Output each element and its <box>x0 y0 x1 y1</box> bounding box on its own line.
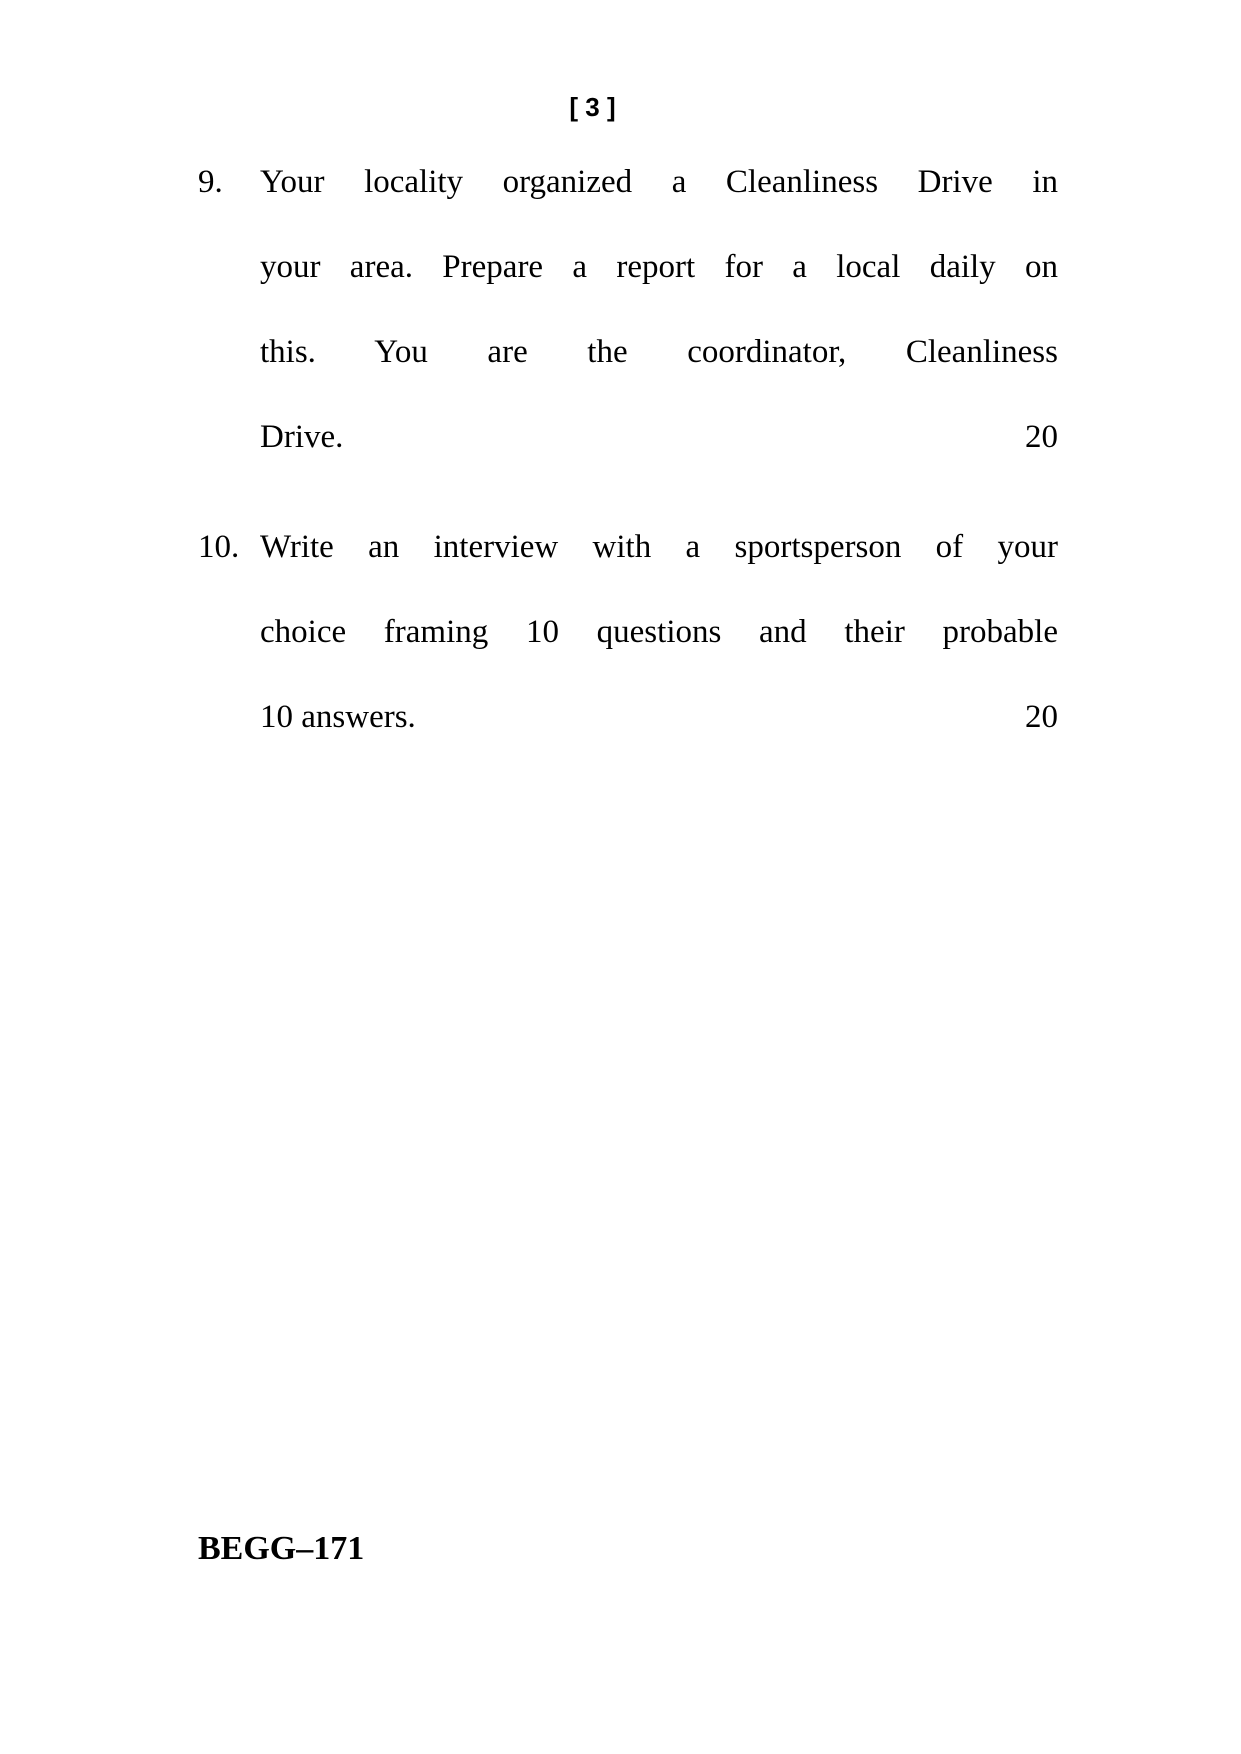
question-9 <box>198 140 1058 480</box>
question-text-line: Your locality organized a Cleanliness Drive in <box>260 164 1058 200</box>
course-code: BEGG–171 <box>198 1530 365 1567</box>
question-text-line: your area. Prepare a report for a local daily on <box>260 249 1058 285</box>
question-text-line: 10 answers. <box>260 699 416 735</box>
question-10 <box>198 505 1058 760</box>
question-text-line: this. You are the coordinator, Cleanliness <box>260 334 1058 370</box>
question-text-line: Drive. <box>260 419 344 455</box>
marks: 20 <box>1025 419 1058 455</box>
question-text-line: Write an interview with a sportsperson of your <box>260 529 1058 565</box>
question-number: 9. <box>198 164 223 200</box>
page-number: [ 3 ] <box>569 92 616 122</box>
question-number: 10. <box>198 529 240 565</box>
question-text-line: choice framing 10 questions and their probable <box>260 614 1058 650</box>
marks: 20 <box>1025 699 1058 735</box>
